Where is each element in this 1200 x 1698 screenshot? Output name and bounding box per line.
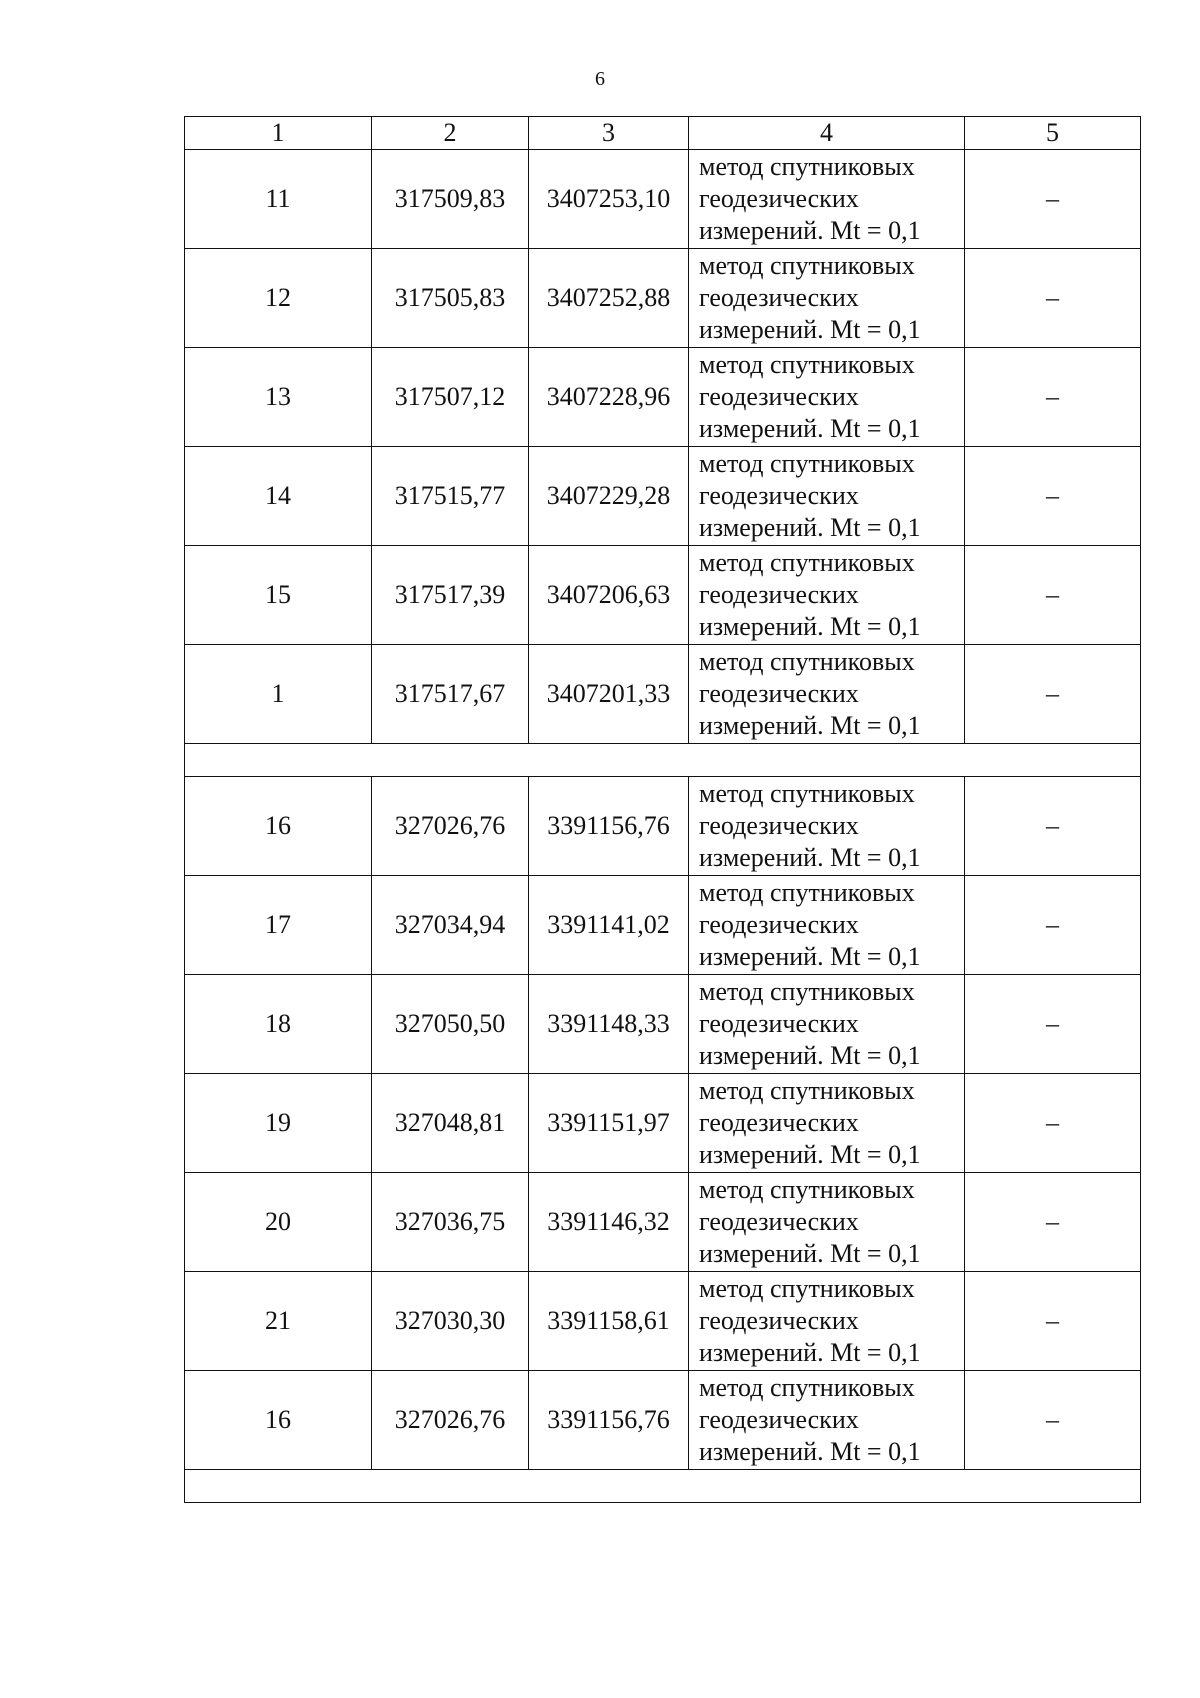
spacer-cell bbox=[185, 1470, 1141, 1503]
point-number-cell: 15 bbox=[185, 546, 372, 645]
spacer-cell bbox=[185, 744, 1141, 777]
point-number-cell: 14 bbox=[185, 447, 372, 546]
header-cell: 4 bbox=[689, 117, 965, 150]
point-number-cell: 16 bbox=[185, 1371, 372, 1470]
x-coordinate-cell: 327034,94 bbox=[372, 876, 529, 975]
table-row bbox=[185, 1074, 1141, 1173]
x-coordinate-cell: 327030,30 bbox=[372, 1272, 529, 1371]
y-coordinate-cell: 3407253,10 bbox=[529, 150, 689, 249]
y-coordinate-cell: 3391151,97 bbox=[529, 1074, 689, 1173]
description-cell: – bbox=[965, 1371, 1141, 1470]
point-number-cell: 20 bbox=[185, 1173, 372, 1272]
point-number-cell: 11 bbox=[185, 150, 372, 249]
x-coordinate-cell: 317517,39 bbox=[372, 546, 529, 645]
method-cell: метод спутниковых геодезических измерений. Mt = 0,1 bbox=[689, 150, 965, 249]
table-spacer-row bbox=[185, 744, 1141, 777]
point-number-cell: 17 bbox=[185, 876, 372, 975]
method-cell: метод спутниковых геодезических измерений. Mt = 0,1 bbox=[689, 546, 965, 645]
table-row bbox=[185, 975, 1141, 1074]
y-coordinate-cell: 3391156,76 bbox=[529, 777, 689, 876]
method-cell: метод спутниковых геодезических измерений. Mt = 0,1 bbox=[689, 975, 965, 1074]
x-coordinate-cell: 317505,83 bbox=[372, 249, 529, 348]
table-row bbox=[185, 876, 1141, 975]
x-coordinate-cell: 317515,77 bbox=[372, 447, 529, 546]
method-cell: метод спутниковых геодезических измерений. Mt = 0,1 bbox=[689, 1272, 965, 1371]
description-cell: – bbox=[965, 1074, 1141, 1173]
x-coordinate-cell: 327036,75 bbox=[372, 1173, 529, 1272]
table-row bbox=[185, 546, 1141, 645]
method-cell: метод спутниковых геодезических измерений. Mt = 0,1 bbox=[689, 1371, 965, 1470]
point-number-cell: 18 bbox=[185, 975, 372, 1074]
x-coordinate-cell: 327026,76 bbox=[372, 1371, 529, 1470]
header-cell: 1 bbox=[185, 117, 372, 150]
y-coordinate-cell: 3391141,02 bbox=[529, 876, 689, 975]
header-cell: 2 bbox=[372, 117, 529, 150]
point-number-cell: 13 bbox=[185, 348, 372, 447]
y-coordinate-cell: 3391148,33 bbox=[529, 975, 689, 1074]
method-cell: метод спутниковых геодезических измерений. Mt = 0,1 bbox=[689, 777, 965, 876]
x-coordinate-cell: 317507,12 bbox=[372, 348, 529, 447]
header-cell: 3 bbox=[529, 117, 689, 150]
method-cell: метод спутниковых геодезических измерений. Mt = 0,1 bbox=[689, 1074, 965, 1173]
point-number-cell: 19 bbox=[185, 1074, 372, 1173]
table-row bbox=[185, 1173, 1141, 1272]
y-coordinate-cell: 3407228,96 bbox=[529, 348, 689, 447]
table-header-row bbox=[185, 117, 1141, 150]
x-coordinate-cell: 317517,67 bbox=[372, 645, 529, 744]
page-number: 6 bbox=[595, 68, 605, 90]
method-cell: метод спутниковых геодезических измерений. Mt = 0,1 bbox=[689, 249, 965, 348]
table-row bbox=[185, 348, 1141, 447]
point-number-cell: 16 bbox=[185, 777, 372, 876]
y-coordinate-cell: 3391158,61 bbox=[529, 1272, 689, 1371]
table-row bbox=[185, 447, 1141, 546]
y-coordinate-cell: 3407252,88 bbox=[529, 249, 689, 348]
description-cell: – bbox=[965, 249, 1141, 348]
y-coordinate-cell: 3407201,33 bbox=[529, 645, 689, 744]
point-number-cell: 21 bbox=[185, 1272, 372, 1371]
description-cell: – bbox=[965, 348, 1141, 447]
point-number-cell: 1 bbox=[185, 645, 372, 744]
description-cell: – bbox=[965, 876, 1141, 975]
x-coordinate-cell: 317509,83 bbox=[372, 150, 529, 249]
description-cell: – bbox=[965, 1272, 1141, 1371]
y-coordinate-cell: 3407206,63 bbox=[529, 546, 689, 645]
table-row bbox=[185, 645, 1141, 744]
description-cell: – bbox=[965, 975, 1141, 1074]
y-coordinate-cell: 3391146,32 bbox=[529, 1173, 689, 1272]
description-cell: – bbox=[965, 777, 1141, 876]
coordinates-table bbox=[184, 116, 1141, 1503]
table-spacer-row bbox=[185, 1470, 1141, 1503]
description-cell: – bbox=[965, 447, 1141, 546]
x-coordinate-cell: 327048,81 bbox=[372, 1074, 529, 1173]
x-coordinate-cell: 327026,76 bbox=[372, 777, 529, 876]
table-row bbox=[185, 777, 1141, 876]
description-cell: – bbox=[965, 150, 1141, 249]
description-cell: – bbox=[965, 546, 1141, 645]
table-row bbox=[185, 150, 1141, 249]
method-cell: метод спутниковых геодезических измерений. Mt = 0,1 bbox=[689, 1173, 965, 1272]
y-coordinate-cell: 3391156,76 bbox=[529, 1371, 689, 1470]
x-coordinate-cell: 327050,50 bbox=[372, 975, 529, 1074]
header-cell: 5 bbox=[965, 117, 1141, 150]
method-cell: метод спутниковых геодезических измерений. Mt = 0,1 bbox=[689, 876, 965, 975]
description-cell: – bbox=[965, 645, 1141, 744]
method-cell: метод спутниковых геодезических измерений. Mt = 0,1 bbox=[689, 645, 965, 744]
point-number-cell: 12 bbox=[185, 249, 372, 348]
table-row bbox=[185, 1371, 1141, 1470]
table-row bbox=[185, 249, 1141, 348]
description-cell: – bbox=[965, 1173, 1141, 1272]
table-row bbox=[185, 1272, 1141, 1371]
method-cell: метод спутниковых геодезических измерений. Mt = 0,1 bbox=[689, 348, 965, 447]
method-cell: метод спутниковых геодезических измерений. Mt = 0,1 bbox=[689, 447, 965, 546]
y-coordinate-cell: 3407229,28 bbox=[529, 447, 689, 546]
